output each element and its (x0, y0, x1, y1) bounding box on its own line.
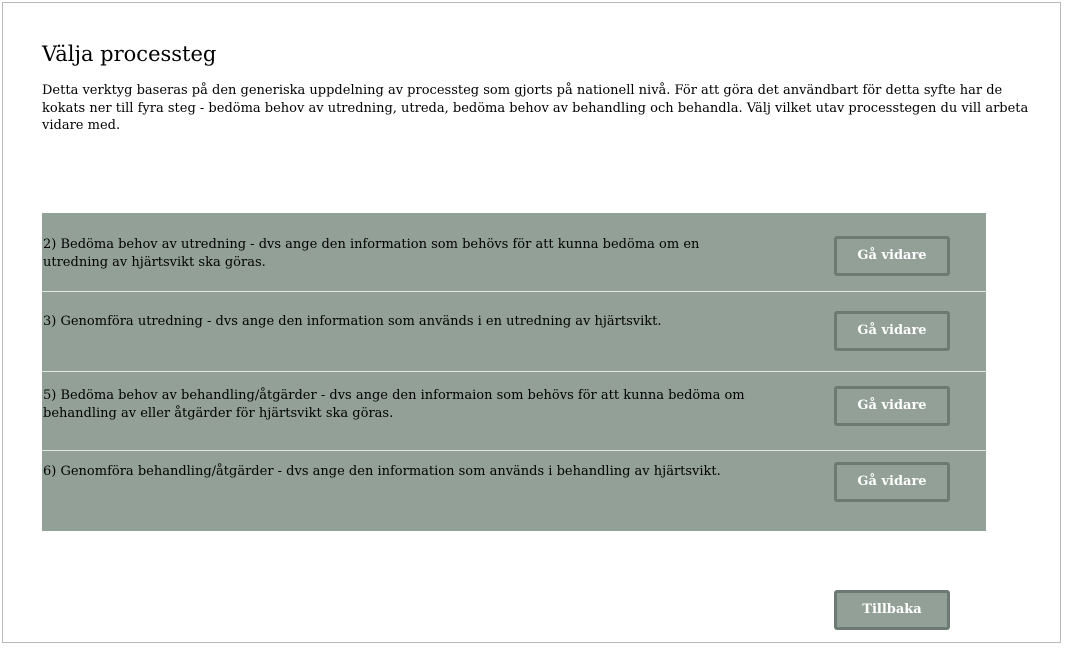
step-3-continue-button[interactable]: Gå vidare (834, 311, 950, 351)
process-steps-panel (42, 212, 986, 531)
step-row-6 (42, 452, 986, 531)
step-3-description: 3) Genomföra utredning - dvs ange den information som används i en utredning av hjärtsvikt. (43, 314, 662, 329)
step-6-description: 6) Genomföra behandling/åtgärder - dvs ange den information som används i behandling av hjärtsvikt. (43, 464, 721, 479)
intro-text: Detta verktyg baseras på den generiska uppdelning av processteg som gjorts på nationell nivå. För att göra det användbart för detta syfte har de kokats ner till fyra steg - bedöma behov av utredning, utreda, bedöma behov av behandling och behandla. Välj vilket utav processtegen du vill arbeta vidare med. (42, 83, 1029, 133)
step-2-continue-button[interactable]: Gå vidare (834, 236, 950, 276)
page-title: Välja processteg (42, 42, 217, 66)
back-button[interactable]: Tillbaka (834, 590, 950, 630)
step-row-2 (42, 213, 986, 292)
step-5-description: 5) Bedöma behov av behandling/åtgärder - dvs ange den informaion som behövs för att kunna bedöma om behandling av eller åtgärder för hjärtsvikt ska göras. (43, 388, 745, 421)
step-row-5 (42, 372, 986, 451)
step-6-continue-button[interactable]: Gå vidare (834, 462, 950, 502)
step-row-3 (42, 293, 986, 372)
step-2-description: 2) Bedöma behov av utredning - dvs ange den information som behövs för att kunna bedöma om en utredning av hjärtsvikt ska göras. (43, 237, 700, 270)
step-5-continue-button[interactable]: Gå vidare (834, 386, 950, 426)
